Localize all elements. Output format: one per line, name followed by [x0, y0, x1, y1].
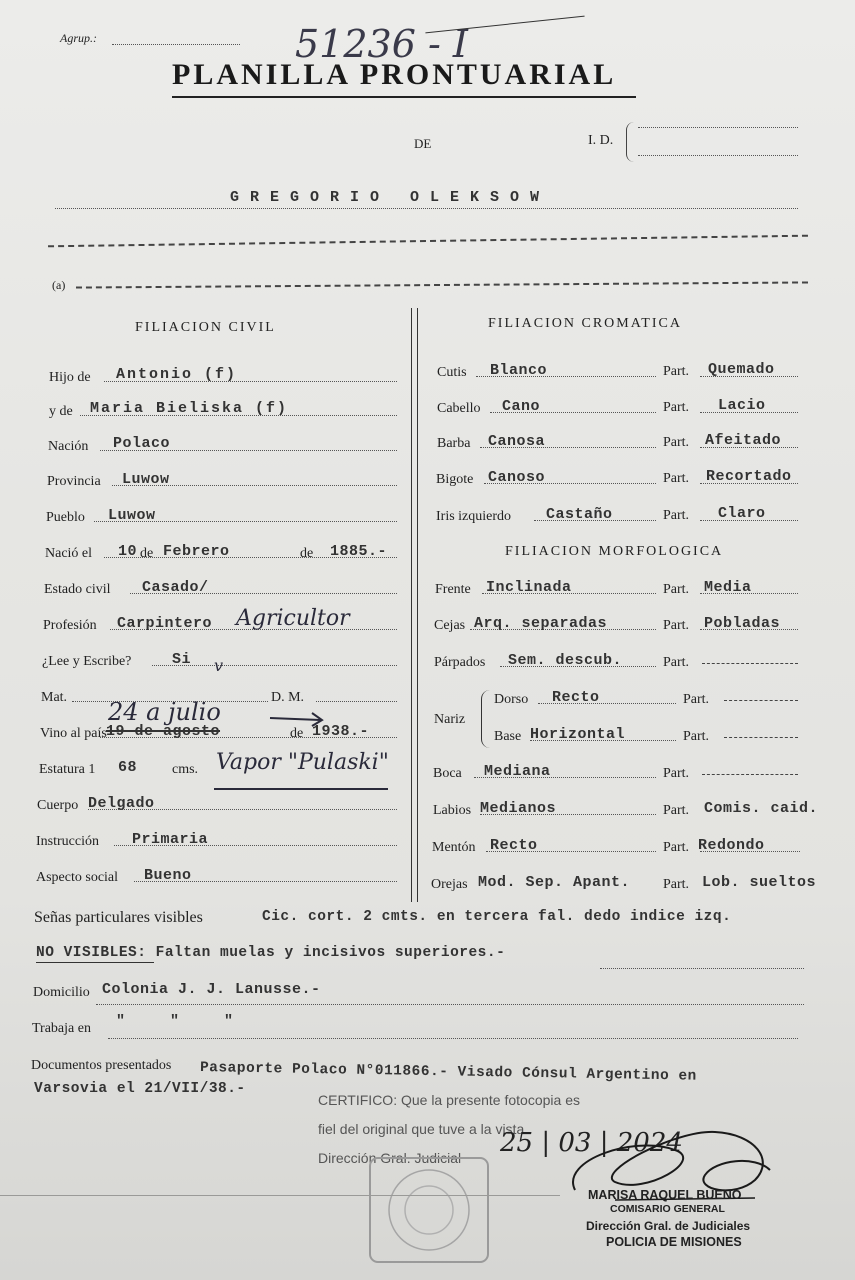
trabaja-line	[108, 1038, 798, 1039]
cejas-value: Arq. separadas	[474, 615, 608, 632]
a-label: (a)	[52, 278, 66, 292]
provincia-value: Luwow	[122, 471, 170, 488]
boca-value: Mediana	[484, 763, 551, 780]
estatura-value: 68	[118, 759, 138, 776]
provincia-label: Provincia	[47, 474, 101, 489]
aspecto-social-value: Bueno	[144, 867, 192, 884]
certification-line-1: CERTIFICO: Que la presente fotocopia es	[318, 1092, 580, 1108]
orejas-label: Orejas	[431, 877, 468, 892]
cutis-label: Cutis	[437, 365, 467, 380]
nacio-year: 1885.-	[330, 543, 388, 560]
subject-name: GREGORIO OLEKSOW	[230, 189, 551, 206]
vino-de-label: de	[290, 726, 304, 741]
orejas-value: Mod. Sep. Apant.	[478, 874, 631, 891]
name-line	[55, 208, 798, 209]
cejas-part-value: Pobladas	[704, 615, 781, 632]
orejas-part-value: Lob. sueltos	[702, 874, 817, 891]
nacio-month: Febrero	[163, 543, 230, 560]
frente-part-label: Part.	[663, 582, 690, 597]
dorso-label: Dorso	[494, 692, 529, 707]
base-value: Horizontal	[530, 726, 626, 743]
dashed-line-1	[48, 235, 808, 248]
iris-value: Castaño	[546, 506, 613, 523]
pueblo-value: Luwow	[108, 507, 156, 524]
dm-line	[316, 701, 397, 702]
bigote-part-label: Part.	[663, 471, 690, 486]
labios-value: Medianos	[480, 800, 557, 817]
signatory-name: MARISA RAQUEL BUENO	[588, 1188, 742, 1202]
lee-escribe-value: Si	[172, 651, 192, 668]
profesion-label: Profesión	[43, 618, 97, 633]
parpados-part-dashes	[702, 663, 798, 664]
title-underline	[172, 96, 636, 98]
parpados-value: Sem. descub.	[508, 652, 623, 669]
cuerpo-value: Delgado	[88, 795, 155, 812]
cutis-part-value: Quemado	[708, 361, 775, 378]
dorso-part-label: Part.	[683, 692, 710, 707]
no-visibles-value: NO VISIBLES: Faltan muelas y incisivos superiores.-	[36, 945, 506, 961]
labios-part-label: Part.	[663, 803, 690, 818]
nacion-value: Polaco	[113, 435, 171, 452]
domicilio-label: Domicilio	[33, 985, 90, 1000]
signatory-rank: COMISARIO GENERAL	[610, 1203, 725, 1215]
cabello-value: Cano	[502, 398, 541, 415]
check-mark: v	[214, 656, 224, 675]
base-part-dashes	[724, 737, 798, 738]
documentos-label: Documentos presentados	[31, 1058, 172, 1073]
iris-part-value: Claro	[718, 505, 766, 522]
id-line-2	[638, 155, 798, 156]
menton-label: Mentón	[432, 840, 476, 855]
barba-part-value: Afeitado	[705, 432, 782, 449]
cabello-label: Cabello	[437, 401, 481, 416]
frente-label: Frente	[435, 582, 471, 597]
documentos-value-2: Varsovia el 21/VII/38.-	[34, 1081, 246, 1097]
base-label: Base	[494, 729, 522, 744]
nacio-de-2: de	[300, 546, 314, 561]
bigote-part-value: Recortado	[706, 468, 792, 485]
vino-year: 1938.-	[312, 723, 370, 740]
nacio-day: 10	[118, 543, 138, 560]
agrup-label: Agrup.:	[60, 31, 97, 45]
cabello-part-value: Lacio	[718, 397, 766, 414]
certification-line-3: Dirección Gral. Judicial	[318, 1150, 462, 1166]
iris-label: Iris izquierdo	[436, 509, 512, 524]
nariz-label: Nariz	[434, 712, 466, 727]
barba-part-label: Part.	[663, 435, 690, 450]
de-label: DE	[414, 136, 432, 151]
instruccion-label: Instrucción	[36, 834, 99, 849]
cejas-part-label: Part.	[663, 618, 690, 633]
domicilio-value: Colonia J. J. Lanusse.-	[102, 981, 321, 998]
dashed-line-2	[76, 281, 808, 288]
agrup-line	[112, 44, 240, 45]
cutis-value: Blanco	[490, 362, 548, 379]
menton-part-label: Part.	[663, 840, 690, 855]
estatura-label: Estatura 1	[39, 762, 96, 777]
barba-label: Barba	[437, 436, 471, 451]
y-de-label: y de	[49, 404, 73, 419]
profesion-handwritten: Agricultor	[236, 606, 350, 631]
no-visibles-line	[600, 968, 804, 969]
menton-value: Recto	[490, 837, 538, 854]
frente-part-value: Media	[704, 579, 752, 596]
lee-escribe-label: ¿Lee y Escribe?	[42, 654, 132, 669]
cabello-part-label: Part.	[663, 400, 690, 415]
vapor-underline	[214, 788, 388, 790]
hijo-de-value: Antonio (f)	[116, 366, 238, 383]
vino-handwritten-date: 24 a julio	[108, 698, 221, 726]
certification-date: 25 | 03 | 2024	[500, 1128, 683, 1158]
bigote-value: Canoso	[488, 469, 546, 486]
official-seal	[360, 1148, 500, 1268]
senas-value: Cic. cort. 2 cmts. en tercera fal. dedo indice izq.	[262, 909, 732, 925]
vino-label: Vino al país	[40, 726, 107, 741]
dm-label: D. M.	[271, 690, 305, 705]
aspecto-social-label: Aspecto social	[36, 870, 119, 885]
labios-label: Labios	[433, 803, 472, 818]
barba-value: Canosa	[488, 433, 546, 450]
filiacion-morfologica-heading: FILIACION MORFOLOGICA	[505, 544, 724, 559]
orejas-part-label: Part.	[663, 877, 690, 892]
signatory-department: Dirección Gral. de Judiciales	[586, 1219, 751, 1233]
cejas-label: Cejas	[434, 618, 466, 633]
labios-part-value: Comis. caid.	[704, 800, 819, 817]
boca-part-dashes	[702, 774, 798, 775]
bottom-fold-line	[0, 1195, 560, 1196]
cuerpo-label: Cuerpo	[37, 798, 79, 813]
parpados-label: Párpados	[434, 655, 486, 670]
parpados-part-label: Part.	[663, 655, 690, 670]
id-label: I. D.	[588, 133, 614, 148]
no-visibles-underline	[36, 962, 154, 963]
menton-part-value: Redondo	[698, 837, 765, 854]
record-number: 51236 - I	[295, 22, 468, 66]
signatory-organization: POLICIA DE MISIONES	[606, 1235, 742, 1249]
estado-civil-value: Casado/	[142, 579, 209, 596]
hijo-de-label: Hijo de	[49, 370, 91, 385]
certification-line-2: fiel del original que tuve a la vista	[318, 1121, 525, 1137]
trabaja-value: " " "	[116, 1013, 252, 1030]
y-de-value: Maria Bieliska (f)	[90, 400, 289, 417]
boca-label: Boca	[433, 766, 462, 781]
filiacion-civil-heading: FILIACION CIVIL	[135, 320, 276, 335]
base-part-label: Part.	[683, 729, 710, 744]
id-line-1	[638, 127, 798, 128]
domicilio-line	[96, 1004, 804, 1005]
boca-part-label: Part.	[663, 766, 690, 781]
filiacion-cromatica-heading: FILIACION CROMATICA	[488, 316, 682, 331]
mat-label: Mat.	[41, 690, 68, 705]
documentos-value: Pasaporte Polaco N°011866.- Visado Cónsul Argentino en	[199, 1060, 697, 1085]
nariz-brace	[481, 690, 490, 748]
nacion-label: Nación	[48, 439, 89, 454]
nacio-de-1: de	[140, 546, 154, 561]
column-divider	[411, 308, 418, 902]
pueblo-label: Pueblo	[46, 510, 85, 525]
form-title: PLANILLA PRONTUARIAL	[172, 58, 617, 91]
dorso-part-dashes	[724, 700, 798, 701]
vino-struck-date: 19 de agosto	[106, 723, 221, 740]
cutis-part-label: Part.	[663, 364, 690, 379]
instruccion-value: Primaria	[132, 831, 209, 848]
frente-value: Inclinada	[486, 579, 572, 596]
iris-part-label: Part.	[663, 508, 690, 523]
profesion-value: Carpintero	[117, 615, 213, 632]
estatura-unit: cms.	[172, 762, 199, 777]
bigote-label: Bigote	[436, 472, 474, 487]
nacio-label: Nació el	[45, 546, 93, 561]
dorso-value: Recto	[552, 689, 600, 706]
senas-label: Señas particulares visibles	[34, 909, 203, 926]
vapor-handwritten: Vapor "Pulaski"	[216, 750, 389, 775]
trabaja-label: Trabaja en	[32, 1021, 91, 1036]
id-brace	[626, 122, 635, 162]
estado-civil-label: Estado civil	[44, 582, 111, 597]
